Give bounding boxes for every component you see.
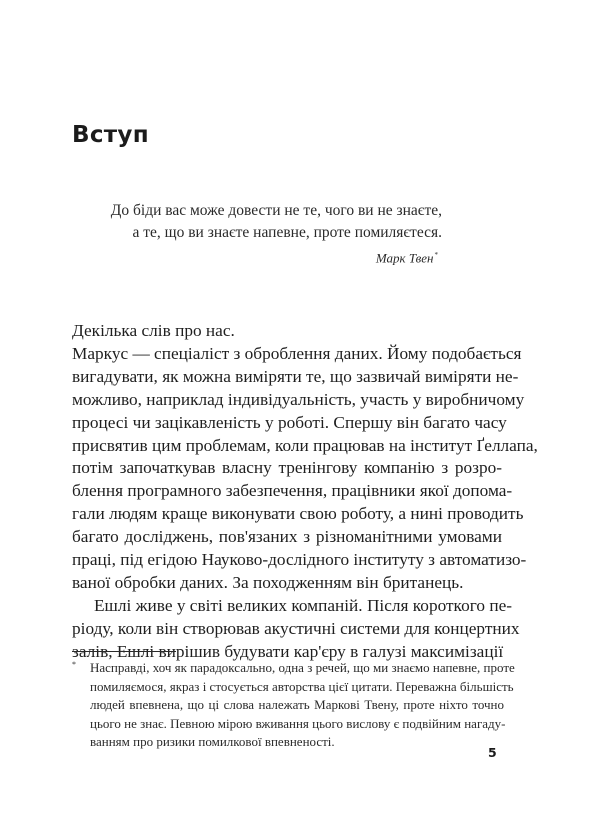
epigraph	[72, 200, 442, 269]
epigraph-author-name: Марк Твен	[375, 250, 434, 266]
body-line: вигадувати, як можна виміряти те, що зазвичай виміряти не-	[72, 366, 519, 386]
body-line: гали людям краще виконувати свою роботу, а нині проводить	[72, 504, 524, 524]
body-line: Маркус — спеціаліст з оброблення даних. Йому подобається	[72, 343, 522, 363]
footnote-text	[90, 659, 515, 752]
body-line: блення програмного забезпечення, працівники якої допома-	[72, 481, 513, 501]
footnote-line: ванням про ризики помилкової впевненості.	[90, 734, 335, 750]
footnote-line: цього не знає. Певною мірою вживання цього вислову є подвійним нагаду-	[90, 715, 506, 731]
footnote-divider	[72, 651, 176, 652]
body-line: ваної обробки даних. За походженням він британець.	[72, 572, 464, 592]
page-number: 5	[488, 745, 497, 760]
footnote-line: помиляємося, якраз і стосується авторства цієї цитати. Переважна більшість	[90, 678, 514, 694]
body-line: ріоду, коли він створював акустичні системи для концертних	[72, 618, 520, 638]
epigraph-footnote-marker: *	[434, 251, 438, 259]
body-line: Ешлі живе у світі великих компаній. Після короткого пе-	[94, 595, 512, 615]
body-line: потім започаткував власну тренінгову компанію з розро-	[72, 458, 502, 478]
body-line: можливо, наприклад індивідуальність, участь у виробничому	[72, 389, 525, 409]
body-line: Декілька слів про нас.	[72, 321, 235, 340]
footnote-line: людей впевнена, що ці слова належать Маркові Твену, проте ніхто точно	[90, 697, 504, 713]
chapter-title: Вступ	[72, 122, 149, 148]
epigraph-author	[72, 244, 438, 269]
body-line: процесі чи зацікавленість у роботі. Спершу він багато часу	[72, 412, 507, 432]
footnote-marker: *	[72, 660, 76, 669]
body-line: присвятив цим проблемам, коли працював на інститут Ґеллапа,	[72, 435, 538, 455]
footnote	[72, 659, 515, 752]
footnote-line: Насправді, хоч як парадоксально, одна з речей, що ми знаємо напевне, проте	[90, 660, 515, 675]
body-line: багато досліджень, пов'язаних з різноманітними умовами	[72, 527, 502, 547]
body-line: залів, Ешлі вирішив будувати кар'єру в галузі максимізації	[72, 641, 504, 661]
body-line: праці, під егідою Науково-дослідного інституту з автоматизо-	[72, 550, 527, 570]
epigraph-line: До біди вас може довести не те, чого ви не знаєте,	[110, 202, 442, 219]
epigraph-line: а те, що ви знаєте напевне, проте помиляєтеся.	[132, 224, 442, 241]
body-text	[72, 320, 538, 664]
